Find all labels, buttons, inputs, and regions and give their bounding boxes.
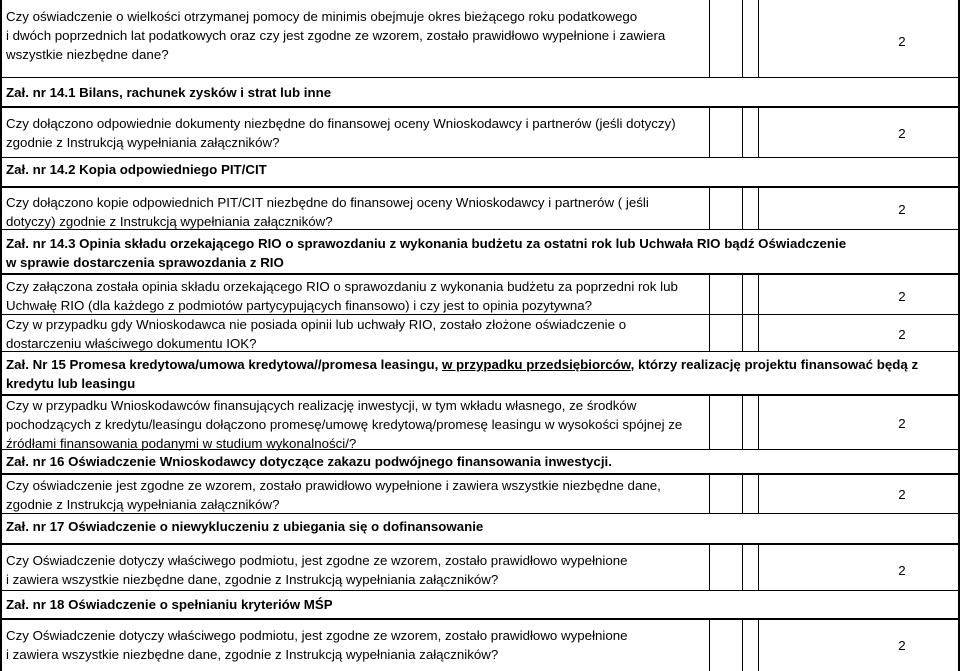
question-line: pochodzących z kredytu/leasingu dołączono promesę/umowę kredytową/promesę leasingu w wysokości spójnej ze [6, 417, 683, 432]
column-divider [709, 545, 710, 591]
score-cell: 2 [898, 563, 906, 578]
column-divider [742, 108, 743, 158]
column-divider [709, 620, 710, 671]
column-divider [742, 0, 743, 78]
attachment-heading [6, 234, 956, 272]
question-line: dotyczy) zgodnie z Instrukcją wypełniania załączników? [6, 214, 333, 229]
question-text [6, 7, 696, 64]
attachment-heading: Zał. nr 16 Oświadczenie Wnioskodawcy dotyczące zakazu podwójnego finansowania inwestycji. [6, 454, 612, 469]
question-line: źródłami finansowania podanymi w studium wykonalności/? [6, 436, 357, 451]
question-line: Czy w przypadku Wnioskodawców finansujących realizację inwestycji, w tym wkładu własnego, ze środków [6, 398, 637, 413]
question-line: i zawiera wszystkie niezbędne dane, zgodnie z Instrukcją wypełniania załączników? [6, 572, 499, 587]
heading-line [6, 355, 956, 374]
column-divider [758, 0, 759, 78]
question-line: i zawiera wszystkie niezbędne dane, zgodnie z Instrukcją wypełniania załączników? [6, 647, 499, 662]
question-row [2, 620, 960, 671]
question-row [2, 475, 960, 514]
question-row [2, 545, 960, 591]
attachment-heading: Zał. nr 17 Oświadczenie o niewykluczeniu z ubiegania się o dofinansowanie [6, 519, 484, 534]
heading-line: Zał. nr 14.3 Opinia składu orzekającego RIO o sprawozdaniu z wykonania budżetu za ostatni rok lub Uchwała RIO bądź Oświadczenie [6, 236, 847, 251]
attachment-heading [6, 355, 956, 393]
heading-underlined-part: w przypadku przedsiębiorców [442, 357, 631, 372]
attachment-heading: Zał. nr 18 Oświadczenie o spełnianiu kryteriów MŚP [6, 597, 333, 612]
question-text [6, 193, 696, 231]
question-row [2, 188, 960, 230]
attachment-header-row [2, 78, 960, 108]
question-line: Czy oświadczenie jest zgodne ze wzorem, zostało prawidłowo wypełnione i zawiera wszystkie niezbędne dane, [6, 478, 661, 493]
question-text [6, 114, 696, 152]
column-divider [758, 620, 759, 671]
column-divider [758, 396, 759, 450]
column-divider [758, 108, 759, 158]
column-divider [709, 396, 710, 450]
question-row [2, 0, 960, 78]
question-line: Czy dołączono odpowiednie dokumenty niezbędne do finansowej oceny Wnioskodawcy i partnerów (jeśli dotyczy) [6, 116, 676, 131]
column-divider [758, 275, 759, 352]
question-text [6, 626, 696, 664]
attachment-header-row [2, 514, 960, 545]
score-cell: 2 [898, 126, 906, 141]
question-row [2, 396, 960, 450]
question-line: i dwóch poprzednich lat podatkowych oraz czy jest zgodne ze wzorem, zostało prawidłowo wypełnione i zawiera [6, 28, 666, 43]
heading-line: w sprawie dostarczenia sprawozdania z RIO [6, 255, 284, 270]
question-line: Czy w przypadku gdy Wnioskodawca nie posiada opinii lub uchwały RIO, zostało złożone oświadczenie o [6, 317, 627, 332]
column-divider [742, 545, 743, 591]
column-divider [709, 275, 710, 352]
attachment-header-row [2, 591, 960, 620]
question-line: Czy Oświadczenie dotyczy właściwego podmiotu, jest zgodne ze wzorem, zostało prawidłowo wypełnione [6, 628, 628, 643]
score-cell: 2 [898, 34, 906, 49]
column-divider [758, 475, 759, 514]
question-line: zgodnie z Instrukcją wypełniania załączników? [6, 497, 280, 512]
question-text [6, 396, 696, 453]
question-line: Czy załączona została opinia składu orzekającego RIO o sprawozdaniu z wykonania budżetu za poprzedni rok lub [6, 279, 678, 294]
attachment-header-row [2, 158, 960, 188]
attachment-header-row [2, 352, 960, 396]
column-divider [709, 188, 710, 230]
column-divider [742, 620, 743, 671]
score-cell: 2 [898, 638, 906, 653]
attachment-heading: Zał. nr 14.2 Kopia odpowiedniego PIT/CIT [6, 162, 267, 177]
column-divider [758, 188, 759, 230]
column-divider [709, 475, 710, 514]
column-divider [742, 396, 743, 450]
question-line: zgodnie z Instrukcją wypełniania załączników? [6, 135, 280, 150]
question-line: dostarczeniu właściwego dokumentu IOK? [6, 336, 257, 351]
heading-line: kredytu lub leasingu [6, 376, 136, 391]
question-row [2, 275, 960, 315]
question-line: Uchwałę RIO (dla każdego z podmiotów partycypujących finansowo) i czy jest to opinia pozytywna? [6, 298, 593, 313]
question-line: Czy dołączono kopie odpowiednich PIT/CIT niezbędne do finansowej oceny Wnioskodawcy i partnerów ( jeśli [6, 195, 649, 210]
column-divider [742, 275, 743, 352]
question-text [6, 476, 696, 514]
attachment-header-row [2, 450, 960, 475]
question-row [2, 108, 960, 158]
score-cell: 2 [898, 289, 906, 304]
score-cell: 2 [898, 327, 906, 342]
attachment-header-row [2, 230, 960, 275]
score-cell: 2 [898, 202, 906, 217]
heading-part: Zał. Nr 15 Promesa kredytowa/umowa kredytowa//promesa leasingu, [6, 357, 442, 372]
question-text [6, 551, 696, 589]
score-cell: 2 [898, 487, 906, 502]
attachment-heading: Zał. nr 14.1 Bilans, rachunek zysków i strat lub inne [6, 85, 332, 100]
question-text [6, 315, 696, 353]
question-row [2, 315, 960, 352]
question-text [6, 277, 696, 315]
question-line: wszystkie niezbędne dane? [6, 47, 169, 62]
column-divider [758, 545, 759, 591]
column-divider [709, 0, 710, 78]
score-cell: 2 [898, 416, 906, 431]
question-line: Czy Oświadczenie dotyczy właściwego podmiotu, jest zgodne ze wzorem, zostało prawidłowo wypełnione [6, 553, 628, 568]
heading-part: , którzy realizację projektu finansować będą z [630, 357, 919, 372]
question-line: Czy oświadczenie o wielkości otrzymanej pomocy de minimis obejmuje okres bieżącego roku podatkowego [6, 9, 638, 24]
column-divider [709, 108, 710, 158]
column-divider [742, 475, 743, 514]
column-divider [742, 188, 743, 230]
